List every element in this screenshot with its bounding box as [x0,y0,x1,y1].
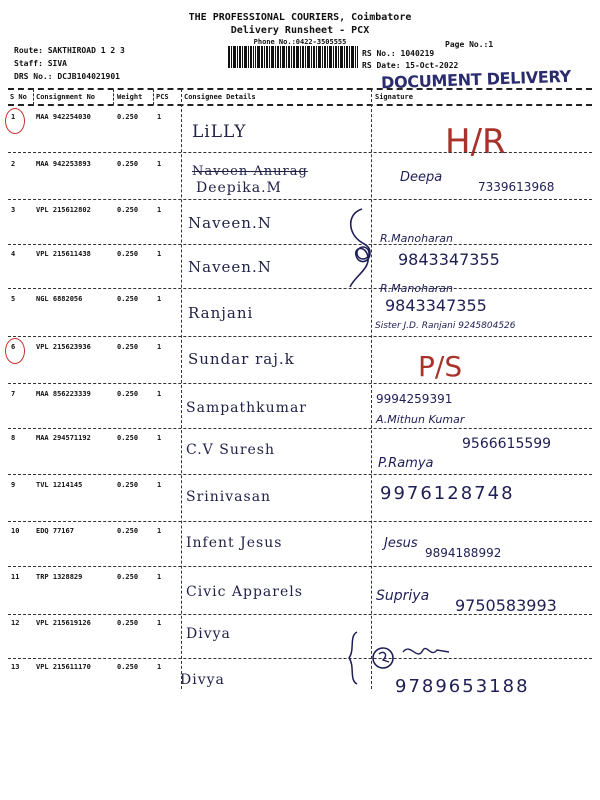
row-10-consignee: Infent Jesus [186,535,283,551]
row-divider [8,199,592,200]
row-8-pcs: 1 [157,434,162,442]
row-3-weight: 0.250 [117,206,139,214]
col-divider [113,89,114,105]
header-top-rule [8,88,592,90]
row-5-consignment: NGL 6882056 [36,295,83,303]
col-divider [33,89,34,105]
row-divider [8,336,592,337]
row-13-phone: 9789653188 [395,676,530,697]
barcode-icon [228,46,358,68]
row-2-pcs: 1 [157,160,162,168]
row-divider [8,566,592,567]
col-divider [153,89,154,105]
runsheet-title: THE PROFESSIONAL COURIERS, Coimbatore [188,12,412,23]
row-divider [8,383,592,384]
row-4-consignment: VPL 215611438 [36,250,91,258]
row-12-weight: 0.250 [117,619,139,627]
row-2-signature: Deepa [400,170,443,185]
row-1-weight: 0.250 [117,113,139,121]
header-bottom-rule [8,104,592,106]
row-2-consignment: MAA 942253893 [36,160,91,168]
row-11-sno: 11 [11,573,20,581]
row-13-pcs: 1 [157,663,162,671]
row-9-pcs: 1 [157,481,162,489]
row-11-consignee: Civic Apparels [186,584,303,600]
col-consignee: Consignee Details [184,93,256,101]
col-weight: Weight [117,93,143,101]
runsheet-subtitle: Delivery Runsheet - PCX [230,25,370,36]
row-3-pcs: 1 [157,206,162,214]
row-5-sno: 5 [11,295,16,303]
row-7-sno: 7 [11,390,16,398]
row-11-pcs: 1 [157,573,162,581]
row-5-note: Sister J.D. Ranjani 9245804526 [375,321,516,331]
row-3-consignment: VPL 215612802 [36,206,91,214]
row-10-consignment: EDQ 77167 [36,527,74,535]
row-13-consignment: VPL 215611170 [36,663,91,671]
row-6-sno: 6 [11,343,16,351]
row-11-weight: 0.250 [117,573,139,581]
row-7-signature: A.Mithun Kumar [376,413,465,426]
row-6-consignment: VPL 215623936 [36,343,91,351]
row-10-weight: 0.250 [117,527,139,535]
row-13-weight: 0.250 [117,663,139,671]
row-10-pcs: 1 [157,527,162,535]
row-6-weight: 0.250 [117,343,139,351]
row-2-sno: 2 [11,160,16,168]
row-5-weight: 0.250 [117,295,139,303]
row-3-signature: R.Manoharan [380,232,454,245]
row-13-consignee: Divya [180,672,225,688]
row-4-weight: 0.250 [117,250,139,258]
row-5-signature: R.Manoharan [380,282,454,295]
page-number: Page No.:1 [445,40,494,49]
row-4-phone: 9843347355 [398,250,500,269]
row-8-consignment: MAA 294571192 [36,434,91,442]
row-10-sno: 10 [11,527,20,535]
row-4-consignee: Naveen.N [188,258,272,276]
staff-label: Staff: SIVA [14,59,67,68]
row-7-consignment: MAA 856223339 [36,390,91,398]
row-1-signature: H/R [445,122,506,162]
row-1-circle-mark [5,108,25,134]
row-11-phone: 9750583993 [455,596,557,615]
row-2-consignee: Deepika.M [196,180,282,196]
row-4-sno: 4 [11,250,16,258]
row-9-consignee: Srinivasan [186,489,272,505]
route-label: Route: SAKTHIROAD 1 2 3 [14,46,125,55]
document-delivery-stamp: DOCUMENT DELIVERY [380,66,572,93]
row-divider [8,474,592,475]
row-9-phone: 9976128748 [380,483,515,504]
row-9-sno: 9 [11,481,16,489]
row-7-phone: 9994259391 [376,392,453,406]
row-8-signature: P.Ramya [378,456,434,471]
row-2-phone: 7339613968 [478,180,555,194]
row-divider [8,658,592,659]
row-4-pcs: 1 [157,250,162,258]
row-11-consignment: TRP 1328829 [36,573,83,581]
row-divider [8,428,592,429]
row-8-phone: 9566615599 [462,436,552,452]
row-6-consignee: Sundar raj.k [188,350,295,368]
row-6-pcs: 1 [157,343,162,351]
row-5-pcs: 1 [157,295,162,303]
row-12-consignee: Divya [186,626,231,642]
row-6-signature: P/S [418,350,463,383]
row-12-pcs: 1 [157,619,162,627]
brace-signature-icon [345,628,475,688]
row-divider [8,152,592,153]
phone-number: Phone No.:0422-3505555 [253,38,347,46]
row-11-signature: Supriya [376,588,430,604]
row-7-pcs: 1 [157,390,162,398]
row-6-circle-mark [5,338,25,364]
row-9-weight: 0.250 [117,481,139,489]
row-2-consignee-struck: Naveen Anurag [192,164,308,179]
rs-number: RS No.: 1040219 [362,49,435,58]
col-consignment: Consignment No [36,93,96,101]
row-8-consignee: C.V Suresh [186,442,276,458]
row-7-weight: 0.250 [117,390,139,398]
row-5-phone: 9843347355 [385,296,487,315]
row-12-consignment: VPL 215619126 [36,619,91,627]
row-9-consignment: TVL 1214145 [36,481,83,489]
row-1-consignee: LiLLY [192,122,247,142]
row-1-sno: 1 [11,113,16,121]
row-8-weight: 0.250 [117,434,139,442]
row-1-consignment: MAA 942254030 [36,113,91,121]
col-pcs: PCS [156,93,169,101]
row-3-sno: 3 [11,206,16,214]
row-13-sno: 13 [11,663,20,671]
row-8-sno: 8 [11,434,16,442]
row-5-consignee: Ranjani [188,304,254,322]
col-divider [181,89,182,689]
rs-date: RS Date: 15-Oct-2022 [362,61,459,70]
row-divider [8,244,592,245]
col-divider [371,89,372,689]
row-10-signature: Jesus [384,536,418,551]
row-divider [8,288,592,289]
drs-number: DRS No.: DCJB104021901 [14,72,120,81]
row-7-consignee: Sampathkumar [186,400,307,416]
row-divider [8,521,592,522]
col-signature: Signature [375,93,413,101]
col-sno: S No [10,93,27,101]
row-12-sno: 12 [11,619,20,627]
row-divider [8,614,592,615]
row-1-pcs: 1 [157,113,162,121]
swirl-signature-icon [340,205,380,290]
row-3-consignee: Naveen.N [188,214,272,232]
row-10-phone: 9894188992 [425,546,502,560]
row-2-weight: 0.250 [117,160,139,168]
